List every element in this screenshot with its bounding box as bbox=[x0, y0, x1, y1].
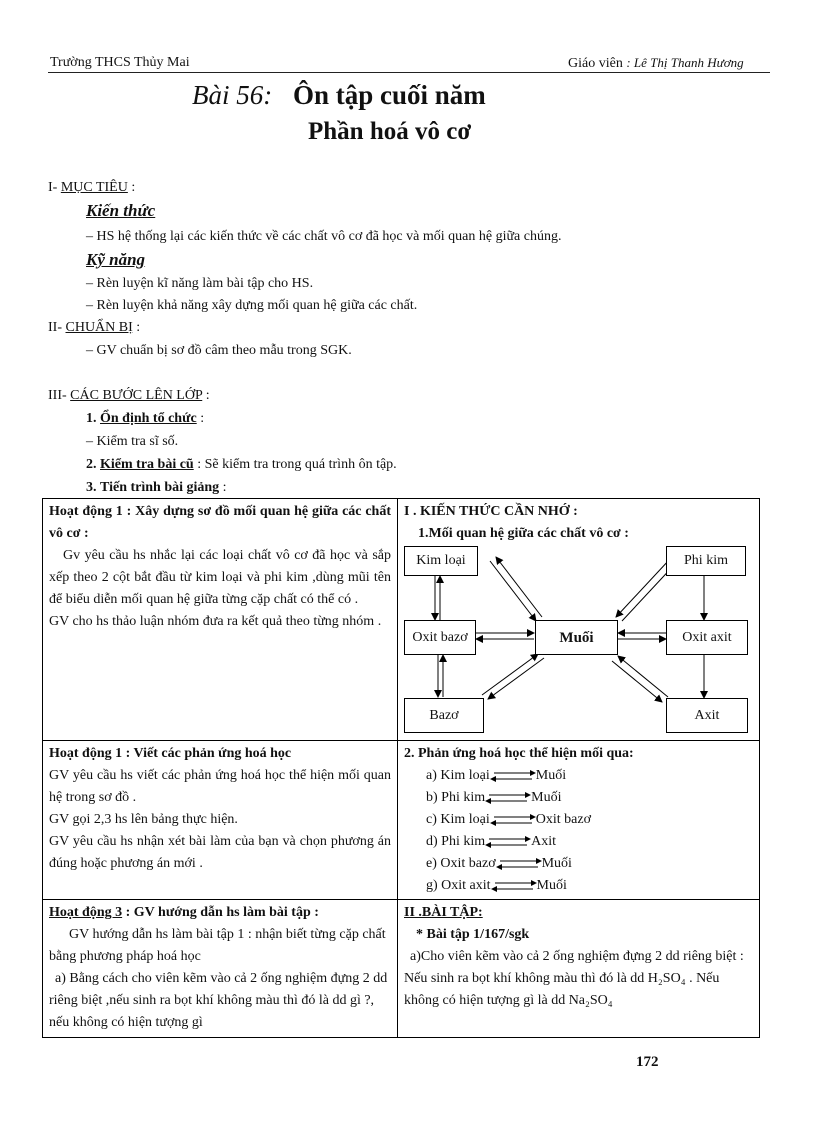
lesson-title: Ôn tập cuối năm bbox=[293, 80, 486, 110]
preparation-heading-text: CHUẨN BỊ bbox=[65, 320, 133, 335]
node-oxit-bazo: Oxit bazơ bbox=[404, 620, 476, 655]
reaction-item bbox=[426, 787, 753, 809]
activity-3-p1: GV hướng dẫn hs làm bài tập 1 : nhận biết từng cặp chất bằng phương pháp hoá học bbox=[49, 927, 386, 964]
activity-1-title: Hoạt động 1 : Xây dựng sơ đồ mối quan hệ giữa các chất vô cơ : bbox=[49, 504, 391, 541]
node-muoi: Muối bbox=[535, 620, 618, 655]
exercise-1-answer: a)Cho viên kẽm vào cả 2 ống nghiệm đựng 2 dd riêng biệt : Nếu sinh ra bọt khí không màu thì đó là dd H₂SO₄ . Nếu không có hiện tượng gì là dd Na₂SO₄ bbox=[404, 949, 744, 1008]
arrow-bz-muoi bbox=[482, 654, 538, 695]
node-phi-kim: Phi kim bbox=[666, 546, 746, 576]
header-teacher-label: Giáo viên bbox=[568, 56, 623, 71]
page-number: 172 bbox=[636, 1054, 659, 1070]
page-title bbox=[192, 80, 486, 111]
step-1-title bbox=[86, 411, 204, 427]
arrow-muoi-bz bbox=[488, 658, 544, 699]
activity-1-cell bbox=[43, 499, 398, 741]
objectives-heading-text: MỤC TIÊU bbox=[60, 180, 128, 195]
reaction-label: a) Kim loại bbox=[426, 768, 490, 783]
double-arrow-icon bbox=[491, 880, 537, 892]
skill-item-1: – Rèn luyện kĩ năng làm bài tập cho HS. bbox=[86, 276, 314, 291]
knowledge-item: – HS hệ thống lại các kiến thức về các chất vô cơ đã học và mối quan hệ giữa chúng. bbox=[86, 229, 562, 244]
objectives-heading-colon: : bbox=[131, 180, 136, 195]
preparation-heading-num: II- bbox=[48, 320, 62, 335]
steps-heading-colon: : bbox=[205, 388, 210, 403]
preparation-heading-colon: : bbox=[136, 320, 141, 335]
activity-1-p2: GV cho hs thảo luận nhóm đưa ra kết quả theo từng nhóm . bbox=[49, 614, 382, 629]
reaction-item bbox=[426, 809, 753, 831]
header-teacher-name: : Lê Thị Thanh Hương bbox=[626, 55, 744, 70]
reaction-target: Muối bbox=[531, 790, 562, 805]
table-row bbox=[43, 741, 760, 900]
knowledge-cell bbox=[398, 499, 760, 741]
reactions-list bbox=[404, 765, 753, 897]
step-3-title bbox=[86, 480, 227, 496]
skill-item-2: – Rèn luyện khả năng xây dựng mối quan hệ giữa các chất. bbox=[86, 298, 418, 313]
step-1-num: 1. bbox=[86, 411, 97, 426]
lesson-number: Bài 56: bbox=[192, 80, 273, 110]
activity-3-p2: a) Bằng cách cho viên kẽm vào cả 2 ống nghiệm đựng 2 dd riêng biệt ,nếu sinh ra bọt khí không màu thì đó là dd gì ?, nếu không có hiện tượng gì bbox=[49, 971, 388, 1030]
node-oxit-axit: Oxit axit bbox=[666, 620, 748, 655]
knowledge-subtitle: 1.Mối quan hệ giữa các chất vô cơ : bbox=[418, 526, 629, 541]
reaction-target: Oxit bazơ bbox=[535, 812, 591, 827]
objectives-heading-num: I- bbox=[48, 180, 58, 195]
double-arrow-icon bbox=[485, 836, 531, 848]
knowledge-heading: Kiến thức bbox=[86, 201, 156, 220]
reactions-title: 2. Phản ứng hoá học thể hiện mối qua: bbox=[404, 746, 634, 761]
activity-3-title bbox=[49, 902, 391, 924]
lesson-subtitle: Phần hoá vô cơ bbox=[308, 118, 472, 145]
node-kim-loai: Kim loại bbox=[404, 546, 478, 576]
reactions-cell bbox=[398, 741, 760, 900]
reaction-item bbox=[426, 853, 753, 875]
header-school: Trường THCS Thủy Mai bbox=[50, 55, 190, 70]
activity-2-title: Hoạt động 1 : Viết các phản ứng hoá học bbox=[49, 746, 292, 761]
activity-1-p1: Gv yêu cầu hs nhắc lại các loại chất vô cơ đã học và sắp xếp theo 2 cột bắt đầu từ kim loại và phi kim ,dùng mũi tên để biểu diễn mối quan hệ giữa từng cặp chất có thể có . bbox=[49, 548, 391, 607]
reaction-target: Axit bbox=[531, 834, 557, 849]
table-row bbox=[43, 900, 760, 1038]
steps-heading-text: CÁC BƯỚC LÊN LỚP bbox=[70, 388, 203, 403]
double-arrow-icon bbox=[485, 792, 531, 804]
lesson-table bbox=[42, 498, 760, 1038]
reaction-label: b) Phi kim bbox=[426, 790, 486, 805]
steps-heading-num: III- bbox=[48, 388, 67, 403]
reaction-item bbox=[426, 831, 753, 853]
steps-heading bbox=[48, 388, 210, 404]
objectives-heading bbox=[48, 180, 135, 196]
arrow-muoi-ax bbox=[612, 661, 662, 702]
exercises-cell bbox=[398, 900, 760, 1038]
step-2-desc: : Sẽ kiểm tra trong quá trình ôn tập. bbox=[197, 457, 397, 472]
double-arrow-icon bbox=[496, 858, 542, 870]
activity-3-title-rest: : GV hướng dẫn hs làm bài tập : bbox=[125, 905, 319, 920]
knowledge-title: I . KIẾN THỨC CẦN NHỚ : bbox=[404, 504, 578, 519]
step-3-colon: : bbox=[222, 480, 227, 495]
arrow-ax-muoi bbox=[618, 656, 668, 697]
activity-3-title-text: Hoạt động 3 bbox=[49, 905, 123, 920]
arrow-kl-muoi bbox=[490, 561, 536, 621]
exercises-title: II .BÀI TẬP: bbox=[404, 905, 483, 920]
relation-diagram bbox=[398, 499, 754, 743]
table-row bbox=[43, 499, 760, 741]
activity-2-p1: GV yêu cầu hs viết các phản ứng hoá học thể hiện mối quan hệ trong sơ đồ . bbox=[49, 768, 391, 805]
header-divider bbox=[48, 72, 770, 73]
node-bazo: Bazơ bbox=[404, 698, 484, 733]
header-teacher bbox=[568, 55, 744, 72]
preparation-item: – GV chuẩn bị sơ đồ câm theo mẫu trong SGK. bbox=[86, 343, 352, 358]
step-3-num: 3. bbox=[86, 480, 97, 495]
step-2-num: 2. bbox=[86, 457, 97, 472]
activity-2-p2: GV gọi 2,3 hs lên bảng thực hiện. bbox=[49, 812, 238, 827]
arrow-muoi-kl bbox=[496, 557, 542, 617]
activity-2-p3: GV yêu cầu hs nhận xét bài làm của bạn và chọn phương án đúng hoặc phương án mới . bbox=[49, 834, 391, 871]
reaction-item bbox=[426, 875, 753, 897]
skill-heading: Kỹ năng bbox=[86, 250, 146, 269]
step-2-text: Kiểm tra bài cũ bbox=[100, 457, 194, 472]
step-1-colon: : bbox=[200, 411, 205, 426]
reaction-target: Muối bbox=[535, 768, 567, 783]
reaction-label: e) Oxit bazơ bbox=[426, 856, 496, 871]
reaction-item bbox=[426, 765, 753, 787]
exercises-subtitle: * Bài tập 1/167/sgk bbox=[416, 927, 530, 942]
arrow-pk-muoi bbox=[616, 559, 670, 617]
activity-3-cell bbox=[43, 900, 398, 1038]
reaction-label: g) Oxit axit bbox=[426, 878, 491, 893]
double-arrow-icon bbox=[490, 814, 536, 826]
step-1-item: – Kiểm tra sĩ số. bbox=[86, 434, 179, 449]
activity-2-cell bbox=[43, 741, 398, 900]
node-axit: Axit bbox=[666, 698, 748, 733]
double-arrow-icon bbox=[490, 770, 536, 782]
reaction-target: Muối bbox=[536, 878, 567, 893]
preparation-heading bbox=[48, 320, 140, 336]
step-2-title bbox=[86, 457, 397, 473]
step-1-text: Ổn định tổ chức bbox=[100, 411, 197, 426]
step-3-text: Tiến trình bài giảng bbox=[100, 480, 220, 495]
reaction-target: Muối bbox=[541, 856, 572, 871]
reaction-label: c) Kim loại bbox=[426, 812, 490, 827]
reaction-label: d) Phi kim bbox=[426, 834, 486, 849]
